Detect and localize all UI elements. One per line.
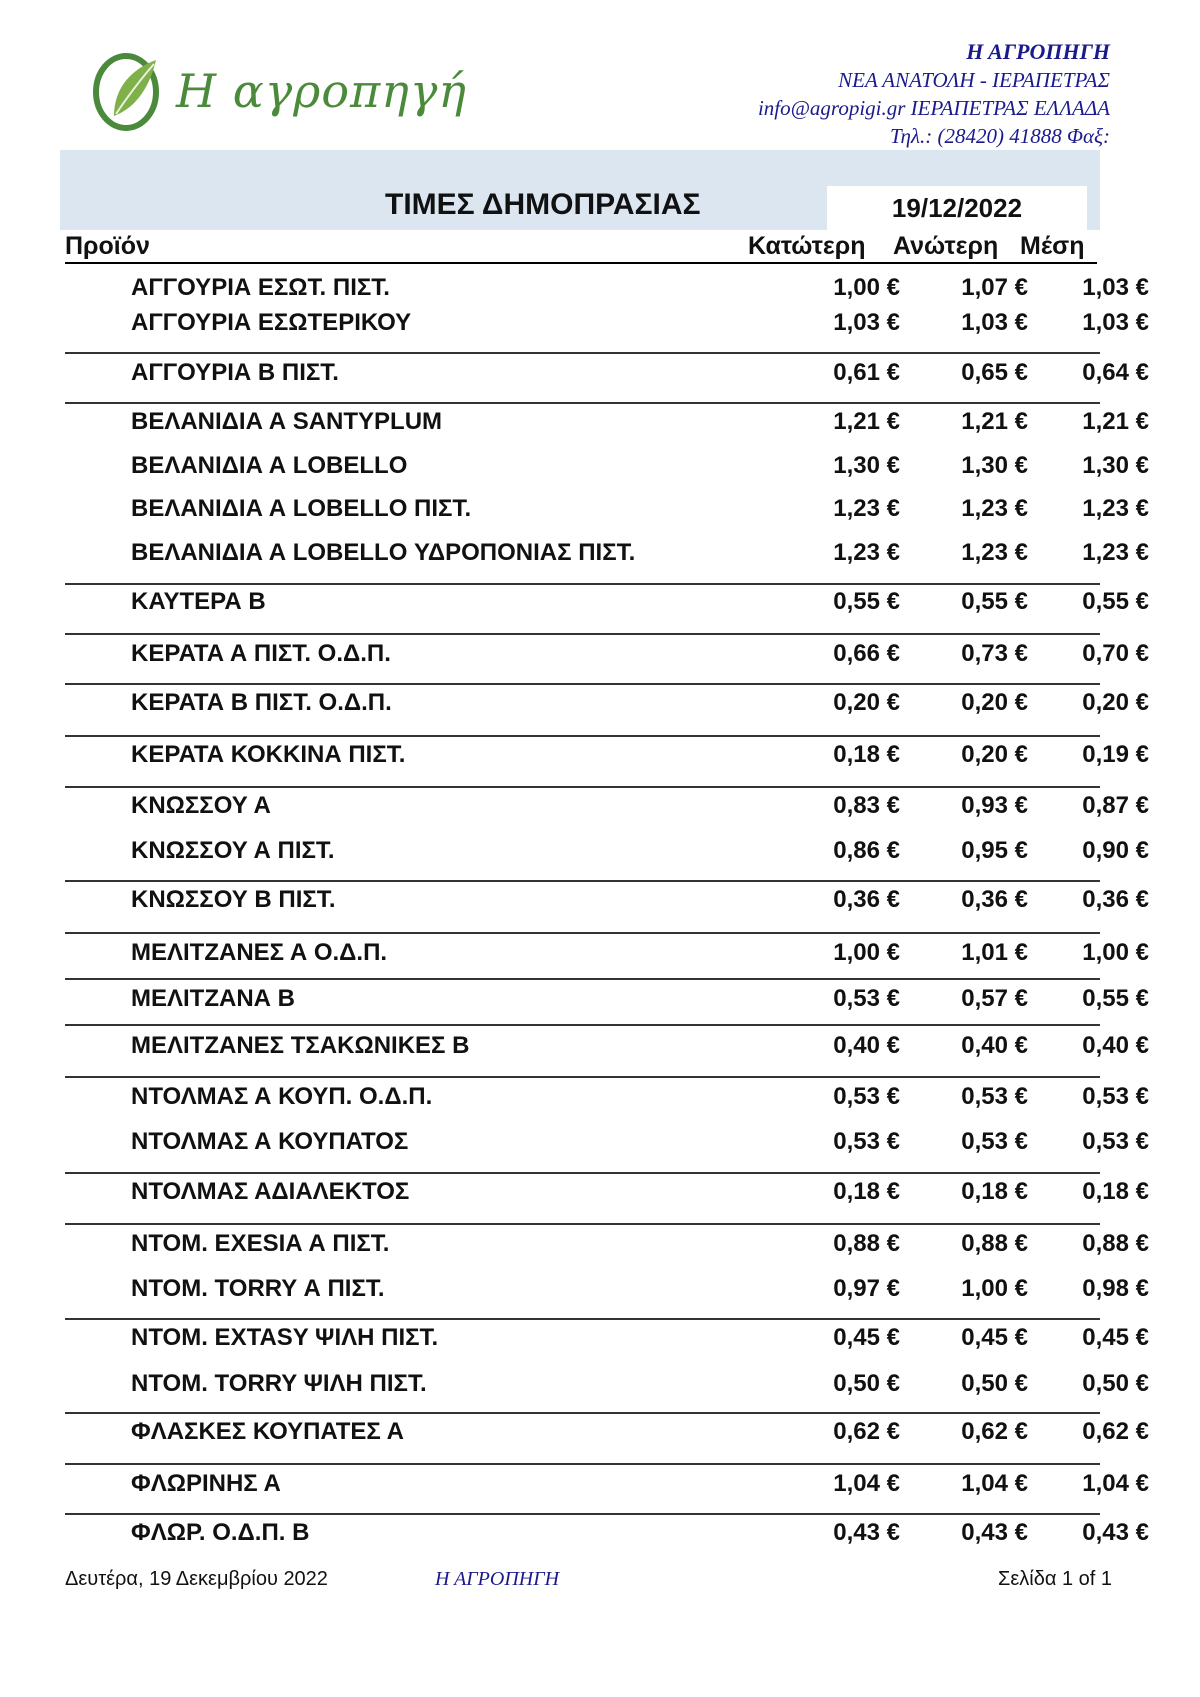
leaf-logo-icon (84, 46, 174, 136)
price-avg: 0,40 € (1082, 1032, 1149, 1059)
price-avg: 1,03 € (1082, 309, 1149, 336)
price-low: 1,03 € (833, 309, 900, 336)
price-avg: 0,45 € (1082, 1324, 1149, 1351)
header-divider (65, 262, 1097, 264)
price-high: 0,20 € (961, 689, 1028, 716)
table-row (65, 1418, 1149, 1448)
table-row (65, 588, 1149, 618)
product-name: ΚΕΡΑΤΑ ΚΟΚΚΙΝΑ ΠΙΣΤ. (131, 741, 406, 768)
group-divider (65, 1513, 1100, 1515)
price-avg: 0,18 € (1082, 1178, 1149, 1205)
price-high: 1,07 € (961, 274, 1028, 301)
table-row (65, 837, 1149, 867)
price-high: 0,65 € (961, 359, 1028, 386)
price-high: 1,04 € (961, 1470, 1028, 1497)
table-row (65, 985, 1149, 1015)
product-name: ΑΓΓΟΥΡΙΑ ΕΣΩΤ. ΠΙΣΤ. (131, 274, 390, 301)
company-phone-line: Τηλ.: (28420) 41888 Φαξ: (889, 124, 1110, 148)
price-low: 0,61 € (833, 359, 900, 386)
product-name: ΚΕΡΑΤΑ Α ΠΙΣΤ. Ο.Δ.Π. (131, 640, 391, 667)
group-divider (65, 352, 1100, 354)
product-name: ΚΑΥΤΕΡΑ Β (131, 588, 266, 615)
price-low: 0,45 € (833, 1324, 900, 1351)
product-name: ΝΤΟΜ. EXESIA Α ΠΙΣΤ. (131, 1230, 390, 1257)
price-avg: 1,03 € (1082, 274, 1149, 301)
price-low: 0,18 € (833, 741, 900, 768)
table-row (65, 359, 1149, 389)
price-high: 0,88 € (961, 1230, 1028, 1257)
company-address: ΝΕΑ ΑΝΑΤΟΛΗ - ΙΕΡΑΠΕΤΡΑΣ (838, 68, 1110, 92)
table-row (65, 1470, 1149, 1500)
column-header-high: Ανώτερη (893, 232, 999, 260)
table-row (65, 452, 1149, 482)
product-name: ΦΛΑΣΚΕΣ ΚΟΥΠΑΤΕΣ Α (131, 1418, 404, 1445)
footer-page-number: Σελίδα 1 of 1 (997, 1568, 1112, 1590)
price-avg: 0,62 € (1082, 1418, 1149, 1445)
product-name: ΦΛΩΡ. Ο.Δ.Π. Β (131, 1519, 310, 1546)
price-low: 0,88 € (833, 1230, 900, 1257)
product-name: ΝΤΟΛΜΑΣ Α ΚΟΥΠΑΤΟΣ (131, 1128, 409, 1155)
product-name: ΜΕΛΙΤΖΑΝΑ Β (131, 985, 295, 1012)
product-name: ΝΤΟΜ. TORRY Α ΠΙΣΤ. (131, 1275, 385, 1302)
table-row (65, 1178, 1149, 1208)
group-divider (65, 1024, 1100, 1026)
price-low: 0,83 € (833, 792, 900, 819)
price-low: 0,53 € (833, 1083, 900, 1110)
price-avg: 1,00 € (1082, 939, 1149, 966)
company-name: Η ΑΓΡΟΠΗΓΗ (966, 39, 1110, 64)
column-header-product: Προϊόν (65, 232, 150, 260)
price-high: 0,57 € (961, 985, 1028, 1012)
price-avg: 1,30 € (1082, 452, 1149, 479)
group-divider (65, 1172, 1100, 1174)
price-high: 0,20 € (961, 741, 1028, 768)
table-row (65, 741, 1149, 771)
price-avg: 0,20 € (1082, 689, 1149, 716)
price-avg: 1,21 € (1082, 408, 1149, 435)
product-name: ΝΤΟΛΜΑΣ ΑΔΙΑΛΕΚΤΟΣ (131, 1178, 410, 1205)
product-name: ΚΝΩΣΣΟΥ Α (131, 792, 271, 819)
price-low: 1,30 € (833, 452, 900, 479)
product-name: ΜΕΛΙΤΖΑΝΕΣ Α Ο.Δ.Π. (131, 939, 388, 966)
price-high: 0,18 € (961, 1178, 1028, 1205)
product-name: ΚΝΩΣΣΟΥ Β ΠΙΣΤ. (131, 886, 336, 913)
price-low: 0,18 € (833, 1178, 900, 1205)
table-row (65, 1230, 1149, 1260)
price-avg: 0,88 € (1082, 1230, 1149, 1257)
price-high: 0,62 € (961, 1418, 1028, 1445)
price-high: 1,01 € (961, 939, 1028, 966)
price-high: 0,73 € (961, 640, 1028, 667)
price-low: 0,97 € (833, 1275, 900, 1302)
price-low: 0,55 € (833, 588, 900, 615)
price-avg: 1,23 € (1082, 539, 1149, 566)
table-row (65, 939, 1149, 969)
group-divider (65, 1318, 1100, 1320)
product-name: ΒΕΛΑΝΙΔΙΑ Α LOBELLO (131, 452, 408, 479)
price-high: 0,40 € (961, 1032, 1028, 1059)
price-low: 0,53 € (833, 985, 900, 1012)
product-name: ΒΕΛΑΝΙΔΙΑ Α SANTYPLUM (131, 408, 443, 435)
table-row (65, 1083, 1149, 1113)
price-low: 1,21 € (833, 408, 900, 435)
price-high: 0,95 € (961, 837, 1028, 864)
group-divider (65, 978, 1100, 980)
group-divider (65, 1412, 1100, 1414)
price-low: 0,40 € (833, 1032, 900, 1059)
price-avg: 0,90 € (1082, 837, 1149, 864)
price-high: 1,23 € (961, 495, 1028, 522)
footer-date: Δευτέρα, 19 Δεκεμβρίου 2022 (65, 1568, 328, 1590)
product-name: ΜΕΛΙΤΖΑΝΕΣ ΤΣΑΚΩΝΙΚΕΣ Β (131, 1032, 470, 1059)
price-high: 0,50 € (961, 1370, 1028, 1397)
group-divider (65, 633, 1100, 635)
price-avg: 0,64 € (1082, 359, 1149, 386)
group-divider (65, 786, 1100, 788)
price-high: 0,53 € (961, 1083, 1028, 1110)
price-avg: 0,50 € (1082, 1370, 1149, 1397)
table-row (65, 274, 1149, 304)
product-name: ΚΝΩΣΣΟΥ Α ΠΙΣΤ. (131, 837, 335, 864)
column-header-low: Κατώτερη (748, 232, 866, 260)
price-high: 1,23 € (961, 539, 1028, 566)
price-low: 1,00 € (833, 274, 900, 301)
price-low: 0,62 € (833, 1418, 900, 1445)
product-name: ΦΛΩΡΙΝΗΣ Α (131, 1470, 281, 1497)
price-avg: 0,36 € (1082, 886, 1149, 913)
product-name: ΑΓΓΟΥΡΙΑ ΕΣΩΤΕΡΙΚΟΥ (131, 309, 412, 336)
price-low: 1,23 € (833, 495, 900, 522)
table-row (65, 309, 1149, 339)
price-high: 0,45 € (961, 1324, 1028, 1351)
company-logo (84, 46, 467, 136)
price-avg: 0,53 € (1082, 1128, 1149, 1155)
price-low: 0,50 € (833, 1370, 900, 1397)
price-avg: 1,04 € (1082, 1470, 1149, 1497)
price-avg: 0,70 € (1082, 640, 1149, 667)
group-divider (65, 1076, 1100, 1078)
price-avg: 0,53 € (1082, 1083, 1149, 1110)
table-row (65, 640, 1149, 670)
price-high: 0,36 € (961, 886, 1028, 913)
table-row (65, 1032, 1149, 1062)
table-row (65, 1275, 1149, 1305)
table-row (65, 1324, 1149, 1354)
group-divider (65, 1223, 1100, 1225)
group-divider (65, 880, 1100, 882)
price-avg: 0,43 € (1082, 1519, 1149, 1546)
price-high: 0,43 € (961, 1519, 1028, 1546)
price-high: 0,55 € (961, 588, 1028, 615)
price-low: 1,23 € (833, 539, 900, 566)
price-avg: 0,87 € (1082, 792, 1149, 819)
price-low: 0,36 € (833, 886, 900, 913)
price-avg: 0,19 € (1082, 741, 1149, 768)
price-low: 1,04 € (833, 1470, 900, 1497)
group-divider (65, 683, 1100, 685)
group-divider (65, 402, 1100, 404)
table-row (65, 539, 1149, 569)
price-low: 0,53 € (833, 1128, 900, 1155)
price-high: 0,53 € (961, 1128, 1028, 1155)
product-name: ΝΤΟΛΜΑΣ Α ΚΟΥΠ. Ο.Δ.Π. (131, 1083, 433, 1110)
footer-company: Η ΑΓΡΟΠΗΓΗ (435, 1568, 560, 1590)
table-row (65, 408, 1149, 438)
column-header-avg: Μέση (1020, 232, 1085, 260)
price-avg: 0,98 € (1082, 1275, 1149, 1302)
price-high: 1,03 € (961, 309, 1028, 336)
table-row (65, 495, 1149, 525)
company-email-line: info@agropigi.gr ΙΕΡΑΠΕΤΡΑΣ ΕΛΛΑΔΑ (757, 96, 1110, 120)
table-row (65, 1128, 1149, 1158)
price-high: 1,30 € (961, 452, 1028, 479)
price-low: 0,66 € (833, 640, 900, 667)
company-info (758, 38, 1110, 150)
price-avg: 1,23 € (1082, 495, 1149, 522)
price-avg: 0,55 € (1082, 588, 1149, 615)
price-low: 0,43 € (833, 1519, 900, 1546)
product-name: ΑΓΓΟΥΡΙΑ Β ΠΙΣΤ. (131, 359, 339, 386)
price-high: 0,93 € (961, 792, 1028, 819)
price-high: 1,00 € (961, 1275, 1028, 1302)
price-low: 0,86 € (833, 837, 900, 864)
table-row (65, 792, 1149, 822)
group-divider (65, 583, 1100, 585)
auction-date: 19/12/2022 (827, 186, 1087, 230)
price-high: 1,21 € (961, 408, 1028, 435)
logo-wordmark: Η αγροπηγή (176, 64, 467, 118)
table-row (65, 1519, 1149, 1549)
product-name: ΒΕΛΑΝΙΔΙΑ Α LOBELLO ΥΔΡΟΠΟΝΙΑΣ ΠΙΣΤ. (131, 539, 636, 566)
table-row (65, 1370, 1149, 1400)
group-divider (65, 932, 1100, 934)
product-name: ΚΕΡΑΤΑ Β ΠΙΣΤ. Ο.Δ.Π. (131, 689, 392, 716)
page-title: ΤΙΜΕΣ ΔΗΜΟΠΡΑΣΙΑΣ (385, 188, 701, 221)
product-name: ΝΤΟΜ. TORRY ΨΙΛΗ ΠΙΣΤ. (131, 1370, 427, 1397)
table-row (65, 689, 1149, 719)
price-low: 0,20 € (833, 689, 900, 716)
product-name: ΝΤΟΜ. EXTASY ΨΙΛΗ ΠΙΣΤ. (131, 1324, 439, 1351)
group-divider (65, 1463, 1100, 1465)
table-row (65, 886, 1149, 916)
group-divider (65, 735, 1100, 737)
price-low: 1,00 € (833, 939, 900, 966)
product-name: ΒΕΛΑΝΙΔΙΑ Α LOBELLO ΠΙΣΤ. (131, 495, 472, 522)
price-avg: 0,55 € (1082, 985, 1149, 1012)
